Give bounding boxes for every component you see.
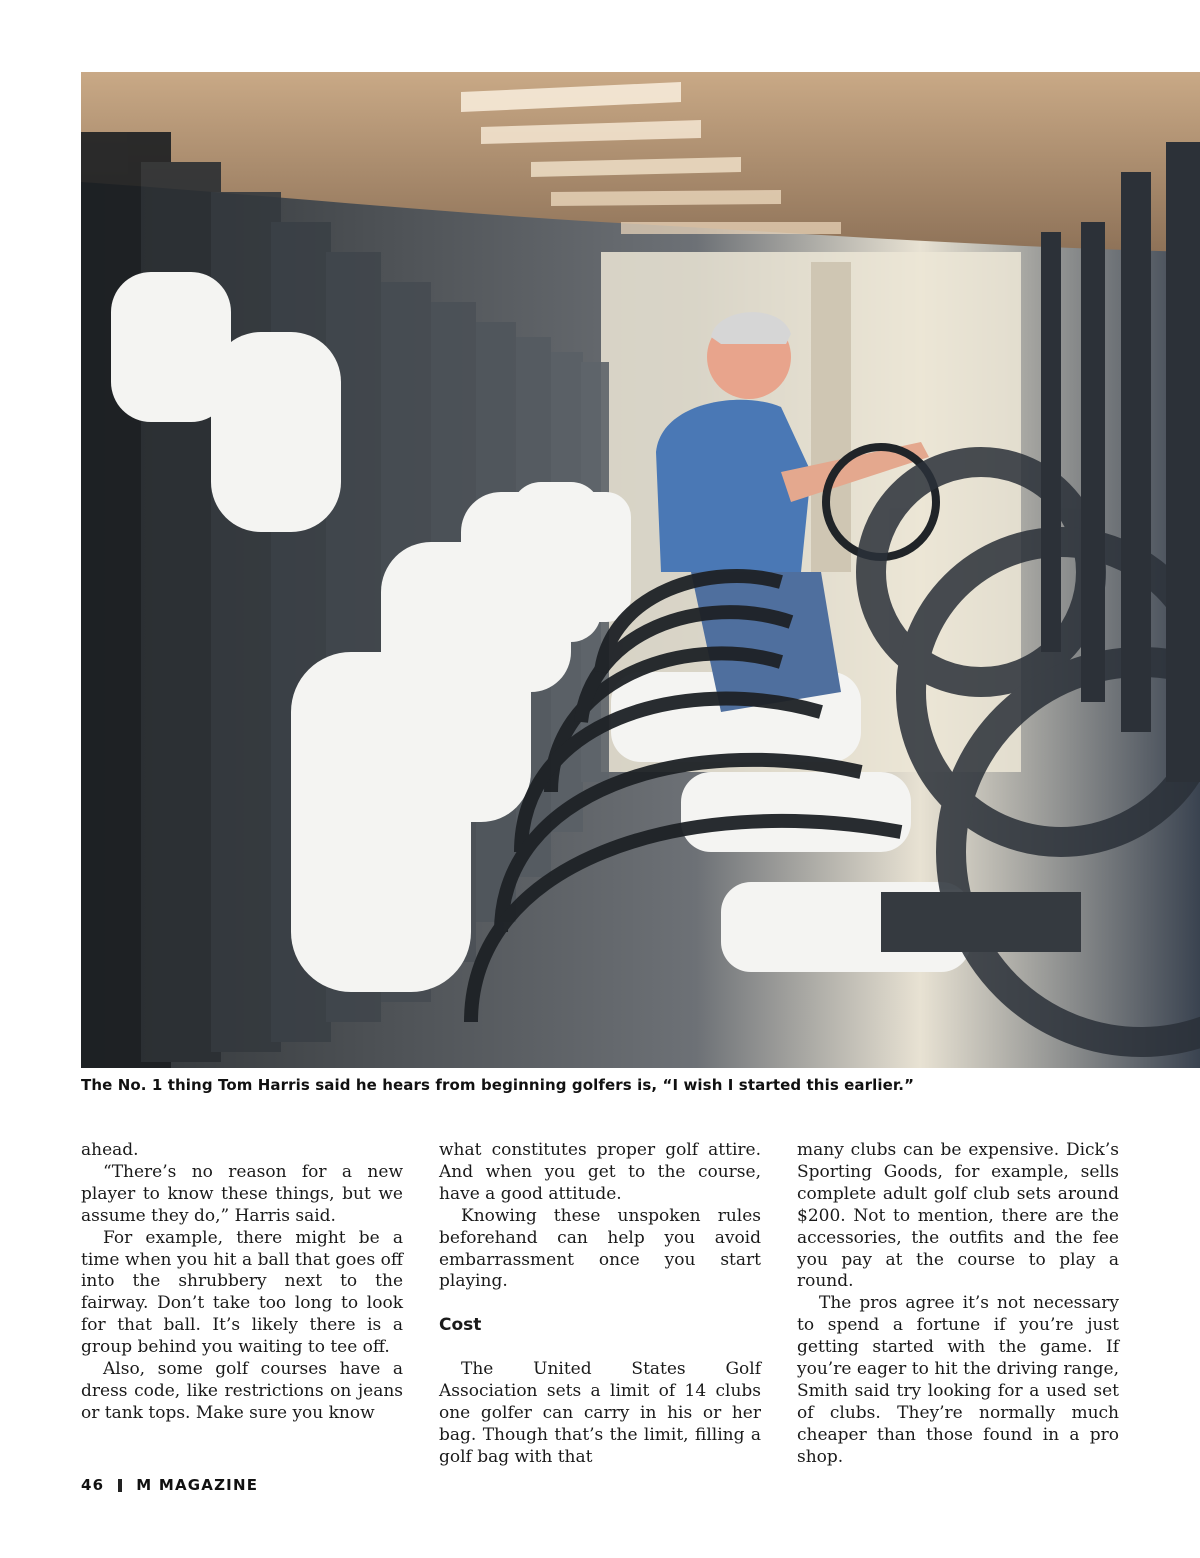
section-heading-cost: Cost [439, 1315, 482, 1336]
paragraph: For example, there might be a time when you hit a ball that goes off into the shrubbery next to the fairway. Don’t take too long to look for that ball. It’s likely there is a group behind you waiting to tee off. [81, 1227, 403, 1358]
paragraph: what constitutes proper golf attire. And when you get to the course, have a good attitude. [439, 1140, 761, 1204]
publication-name: M MAGAZINE [136, 1476, 259, 1494]
article-column-1 [81, 1140, 403, 1425]
photo-caption: The No. 1 thing Tom Harris said he hears from beginning golfers is, “I wish I started this earlier.” [81, 1076, 915, 1094]
article-photo [81, 72, 1200, 1068]
page-footer [81, 1476, 258, 1494]
paragraph: many clubs can be expensive. Dick’s Sporting Goods, for example, sells complete adult golf club sets around $200. Not to mention, there are the accessories, the outfits and the fee you pay at the course to play a round. [797, 1140, 1119, 1292]
article-column-2 [439, 1140, 761, 1469]
paragraph: The United States Golf Association sets a limit of 14 clubs one golfer can carry in his or her bag. Though that’s the limit, filling a golf bag with that [439, 1359, 761, 1467]
divider [118, 1479, 122, 1492]
paragraph: Also, some golf courses have a dress code, like restrictions on jeans or tank tops. Make sure you know [81, 1359, 403, 1423]
article-column-3 [797, 1140, 1119, 1469]
paragraph: ahead. [81, 1140, 139, 1160]
page-number: 46 [81, 1476, 105, 1494]
paragraph: The pros agree it’s not necessary to spend a fortune if you’re just getting started with the game. If you’re eager to hit the driving range, Smith said try looking for a used set of clubs. They’re normally much cheaper than those found in a pro shop. [797, 1293, 1119, 1467]
golf-carts-photo-illustration [81, 72, 1200, 1068]
paragraph: “There’s no reason for a new player to know these things, but we assume they do,” Harris said. [81, 1161, 403, 1226]
paragraph: Knowing these unspoken rules beforehand can help you avoid embarrassment once you start playing. [439, 1205, 761, 1292]
